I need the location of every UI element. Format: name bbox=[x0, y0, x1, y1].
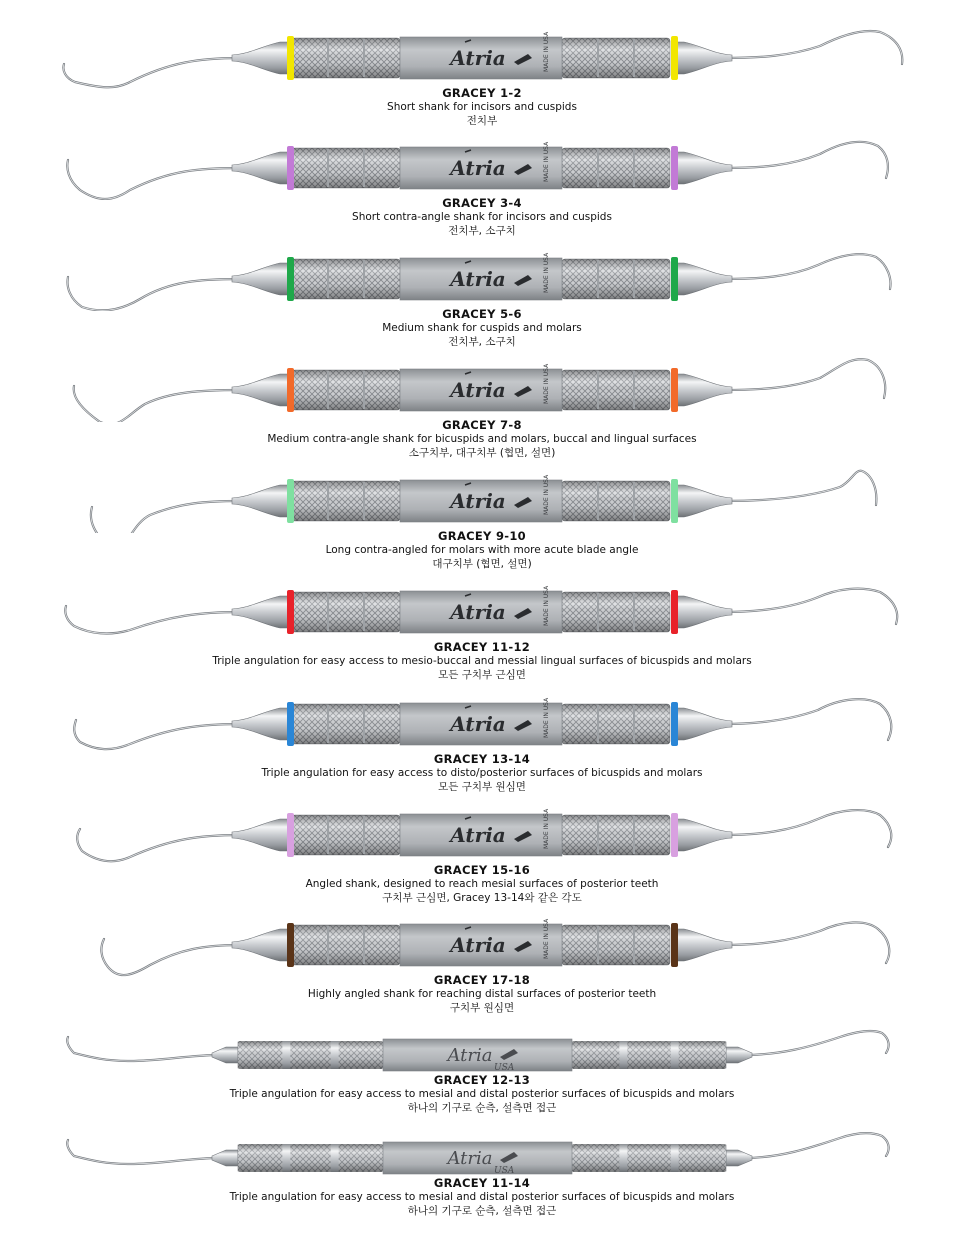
brand-logo: Atria bbox=[450, 823, 506, 847]
color-band bbox=[287, 479, 294, 523]
right-working-end bbox=[724, 142, 888, 178]
handle-imprint: MADE IN USA bbox=[543, 141, 550, 182]
color-band bbox=[671, 146, 678, 190]
right-working-end bbox=[724, 589, 897, 624]
instrument-name: GRACEY 17-18 bbox=[433, 973, 531, 987]
instrument-name: GRACEY 7-8 bbox=[442, 418, 522, 432]
brand-logo: Atria bbox=[450, 489, 506, 513]
instrument-name: GRACEY 5-6 bbox=[442, 307, 522, 321]
color-band bbox=[287, 257, 294, 301]
color-band bbox=[671, 590, 678, 634]
brand-logo: Atria bbox=[447, 1148, 493, 1169]
brand-logo: Atria bbox=[447, 1045, 493, 1066]
right-ferrule bbox=[674, 374, 732, 406]
right-working-end bbox=[724, 254, 890, 289]
instrument-caption bbox=[0, 1176, 964, 1219]
instrument-image bbox=[0, 463, 964, 533]
instrument-image bbox=[0, 352, 964, 422]
instrument-description: Short shank for incisors and cuspids bbox=[387, 101, 577, 113]
instrument-korean-description: 하나의 기구로 순측, 설측면 접근 bbox=[407, 1102, 557, 1114]
right-working-end bbox=[724, 471, 876, 505]
instrument-name: GRACEY 3-4 bbox=[442, 196, 522, 210]
left-ferrule bbox=[212, 1150, 238, 1166]
instrument-image bbox=[0, 130, 964, 200]
instrument-name: GRACEY 12-13 bbox=[433, 1073, 531, 1087]
handle-imprint: USA bbox=[494, 1063, 515, 1073]
handle-imprint: MADE IN USA bbox=[543, 31, 550, 72]
instrument-korean-description: 전치부, 소구치 bbox=[448, 225, 516, 237]
handle-imprint: USA bbox=[494, 1166, 515, 1176]
right-ferrule bbox=[674, 485, 732, 517]
instrument-name: GRACEY 1-2 bbox=[442, 86, 522, 100]
brand-logo: Atria bbox=[450, 600, 506, 624]
instrument-image bbox=[0, 686, 964, 756]
instrument-korean-description: 모든 구치부 원심면 bbox=[438, 781, 526, 793]
instrument-name: GRACEY 13-14 bbox=[433, 752, 531, 766]
color-band bbox=[287, 590, 294, 634]
handle-imprint: MADE IN USA bbox=[543, 363, 550, 404]
instrument-description: Triple angulation for easy access to mesial and distal posterior surfaces of bicuspids and molars bbox=[229, 1191, 735, 1203]
instrument-image bbox=[0, 797, 964, 867]
instrument-description: Long contra-angled for molars with more acute blade angle bbox=[325, 544, 639, 556]
right-ferrule bbox=[674, 708, 732, 740]
instrument-caption bbox=[0, 752, 964, 795]
instrument-description: Medium contra-angle shank for bicuspids and molars, buccal and lingual surfaces bbox=[267, 433, 697, 445]
instrument-name: GRACEY 9-10 bbox=[438, 529, 526, 543]
handle-imprint: MADE IN USA bbox=[543, 252, 550, 293]
instrument-caption bbox=[0, 418, 964, 461]
instrument-korean-description: 전치부, 소구치 bbox=[448, 336, 516, 348]
brand-logo: Atria bbox=[450, 156, 506, 180]
instrument-caption bbox=[0, 640, 964, 683]
color-band bbox=[671, 923, 678, 967]
color-band bbox=[671, 479, 678, 523]
left-working-end bbox=[67, 1140, 220, 1164]
left-ferrule bbox=[232, 374, 290, 406]
color-band bbox=[671, 36, 678, 80]
left-ferrule bbox=[212, 1047, 238, 1063]
right-ferrule bbox=[674, 42, 732, 74]
left-ferrule bbox=[232, 708, 290, 740]
instrument-korean-description: 소구치부, 대구치부 (협면, 설면) bbox=[408, 447, 556, 459]
instrument-name: GRACEY 11-12 bbox=[433, 640, 531, 654]
brand-logo: Atria bbox=[450, 712, 506, 736]
handle-imprint: MADE IN USA bbox=[543, 808, 550, 849]
instrument-description: Triple angulation for easy access to mesial and distal posterior surfaces of bicuspids and molars bbox=[229, 1088, 735, 1100]
right-ferrule bbox=[674, 819, 732, 851]
color-band bbox=[287, 36, 294, 80]
instrument-description: Angled shank, designed to reach mesial surfaces of posterior teeth bbox=[305, 878, 659, 890]
right-working-end bbox=[724, 699, 891, 740]
instrument-korean-description: 대구치부 (협면, 설면) bbox=[432, 558, 532, 570]
instrument-description: Highly angled shank for reaching distal surfaces of posterior teeth bbox=[307, 988, 657, 1000]
brand-logo: Atria bbox=[450, 933, 506, 957]
instrument-name: GRACEY 15-16 bbox=[433, 863, 531, 877]
instrument-korean-description: 모든 구치부 근심면 bbox=[438, 669, 526, 681]
right-ferrule bbox=[674, 152, 732, 184]
instrument-caption bbox=[0, 973, 964, 1016]
instrument-korean-description: 구치부 원심면 bbox=[449, 1002, 515, 1014]
instrument-image bbox=[0, 574, 964, 644]
color-band bbox=[287, 923, 294, 967]
left-ferrule bbox=[232, 42, 290, 74]
instrument-korean-description: 전치부 bbox=[466, 115, 498, 127]
brand-logo: Atria bbox=[450, 378, 506, 402]
instrument-description: Short contra-angle shank for incisors and cuspids bbox=[352, 211, 612, 223]
instrument-korean-description: 구치부 근심면, Gracey 13-14와 같은 각도 bbox=[382, 892, 582, 904]
instrument-name: GRACEY 11-14 bbox=[433, 1176, 531, 1190]
right-working-end bbox=[744, 1031, 889, 1055]
instrument-caption bbox=[0, 1073, 964, 1116]
handle-imprint: MADE IN USA bbox=[543, 697, 550, 738]
instrument-caption bbox=[0, 863, 964, 906]
right-working-end bbox=[724, 810, 891, 847]
left-ferrule bbox=[232, 263, 290, 295]
left-working-end bbox=[74, 386, 240, 422]
right-ferrule bbox=[674, 263, 732, 295]
instrument-description: Medium shank for cuspids and molars bbox=[382, 322, 582, 334]
right-ferrule bbox=[726, 1150, 752, 1166]
right-working-end bbox=[724, 922, 889, 963]
brand-logo: Atria bbox=[450, 267, 506, 291]
left-working-end bbox=[77, 829, 240, 861]
right-ferrule bbox=[674, 929, 732, 961]
instrument-image bbox=[0, 907, 964, 977]
left-working-end bbox=[67, 1037, 220, 1061]
handle-imprint: MADE IN USA bbox=[543, 585, 550, 626]
brand-logo: Atria bbox=[450, 46, 506, 70]
instrument-image bbox=[0, 20, 964, 90]
right-ferrule bbox=[726, 1047, 752, 1063]
color-band bbox=[671, 702, 678, 746]
color-band bbox=[671, 813, 678, 857]
color-band bbox=[287, 702, 294, 746]
instrument-caption bbox=[0, 196, 964, 239]
left-working-end bbox=[101, 939, 240, 975]
left-working-end bbox=[68, 277, 240, 310]
instrument-korean-description: 하나의 기구로 순측, 설측면 접근 bbox=[407, 1205, 557, 1217]
left-ferrule bbox=[232, 819, 290, 851]
color-band bbox=[287, 368, 294, 412]
right-working-end bbox=[724, 31, 902, 64]
left-working-end bbox=[65, 606, 240, 633]
left-ferrule bbox=[232, 485, 290, 517]
handle-imprint: MADE IN USA bbox=[543, 474, 550, 515]
instrument-description: Triple angulation for easy access to mesio-buccal and messial lingual surfaces of bicuspids and molars bbox=[212, 655, 752, 667]
left-ferrule bbox=[232, 929, 290, 961]
left-ferrule bbox=[232, 596, 290, 628]
instrument-description: Triple angulation for easy access to disto/posterior surfaces of bicuspids and molars bbox=[261, 767, 703, 779]
right-ferrule bbox=[674, 596, 732, 628]
color-band bbox=[671, 257, 678, 301]
handle-imprint: MADE IN USA bbox=[543, 918, 550, 959]
instrument-caption bbox=[0, 307, 964, 350]
color-band bbox=[671, 368, 678, 412]
instrument-caption bbox=[0, 86, 964, 129]
instrument-caption bbox=[0, 529, 964, 572]
left-ferrule bbox=[232, 152, 290, 184]
instrument-image bbox=[0, 241, 964, 311]
color-band bbox=[287, 813, 294, 857]
right-working-end bbox=[724, 359, 885, 398]
color-band bbox=[287, 146, 294, 190]
